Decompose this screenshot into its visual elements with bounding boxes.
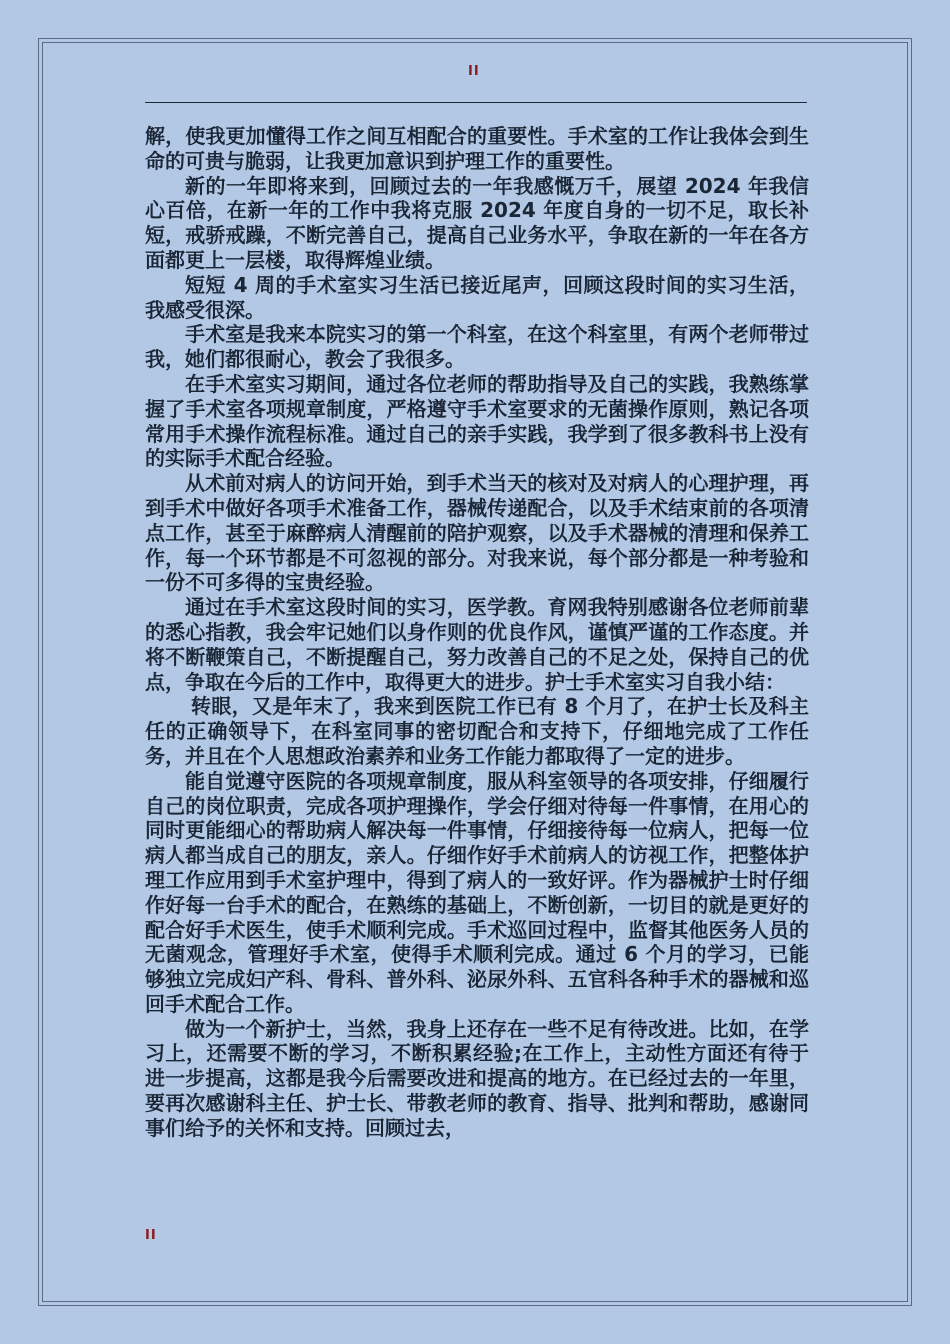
paragraph-7: 通过在手术室这段时间的实习，医学教。育网我特别感谢各位老师前辈的悉心指教，我会牢记她们以身作则的优良作风，谨慎严谨的工作态度。并将不断鞭策自己，不断提醒自己，努力改善自己的不足之处，保持自己的优点，争取在今后的工作中，取得更大的进步。护士手术室实习自我小结： [145, 595, 809, 694]
paragraph-5: 在手术室实习期间，通过各位老师的帮助指导及自己的实践，我熟练掌握了手术室各项规章制度，严格遵守手术室要求的无菌操作原则，熟记各项常用手术操作流程标准。通过自己的亲手实践，我学到了很多教科书上没有的实际手术配合经验。 [145, 371, 809, 471]
paragraph-1: 解，使我更加懂得工作之间互相配合的重要性。手术室的工作让我体会到生命的可贵与脆弱，让我更加意识到护理工作的重要性。 [145, 124, 809, 173]
paragraph-9: 能自觉遵守医院的各项规章制度，服从科室领导的各项安排，仔细履行自己的岗位职责，完成各项护理操作，学会仔细对待每一件事情，在用心的同时更能细心的帮助病人解决每一件事情，仔细接待每一位病人，把每一位病人都当成自己的朋友，亲人。仔细作好手术前病人的访视工作，把整体护理工作应用到手术室护理中，得到了病人的一致好评。作为器械护士时仔细作好每一台手术的配合，在熟练的基础上，不断创新，一切目的就是更好的配合好手术医生，使手术顺利完成。手术巡回过程中，监督其他医务人员的无菌观念，管理好手术室，使得手术顺利完成。通过 6 个月的学习，已能够独立完成妇产科、骨科、普外科、泌尿外科、五官科各种手术的器械和巡回手术配合工作。 [145, 768, 809, 1016]
paragraph-8: 转眼，又是年末了，我来到医院工作已有 8 个月了，在护士长及科主任的正确领导下，在科室同事的密切配合和支持下，仔细地完成了工作任务，并且在个人思想政治素养和业务工作能力都取得了一定的进步。 [145, 694, 809, 768]
paragraph-2: 新的一年即将来到，回顾过去的一年我感慨万千，展望 2024 年我信心百倍，在新一年的工作中我将克服 2024 年度自身的一切不足，取长补短，戒骄戒躁，不断完善自己，提高自己业务水平，争取在新的一年在各方面都更上一层楼，取得辉煌业绩。 [145, 173, 809, 272]
header-mark: II [468, 64, 480, 79]
header-divider [145, 102, 807, 103]
footer-mark: II [145, 1228, 157, 1243]
document-body [145, 124, 809, 1141]
paragraph-10: 做为一个新护士，当然，我身上还存在一些不足有待改进。比如，在学习上，还需要不断的学习，不断积累经验;在工作上，主动性方面还有待于进一步提高，这都是我今后需要改进和提高的地方。在已经过去的一年里，要再次感谢科主任、护士长、带教老师的教育、指导、批判和帮助，感谢同事们给予的关怀和支持。回顾过去， [145, 1016, 809, 1140]
paragraph-6: 从术前对病人的访问开始，到手术当天的核对及对病人的心理护理，再到手术中做好各项手术准备工作，器械传递配合，以及手术结束前的各项清点工作，甚至于麻醉病人清醒前的陪护观察，以及手术器械的清理和保养工作，每一个环节都是不可忽视的部分。对我来说，每个部分都是一种考验和一份不可多得的宝贵经验。 [145, 471, 809, 595]
paragraph-4: 手术室是我来本院实习的第一个科室，在这个科室里，有两个老师带过我，她们都很耐心，教会了我很多。 [145, 322, 809, 372]
paragraph-3: 短短 4 周的手术室实习生活已接近尾声，回顾这段时间的实习生活，我感受很深。 [145, 272, 809, 322]
